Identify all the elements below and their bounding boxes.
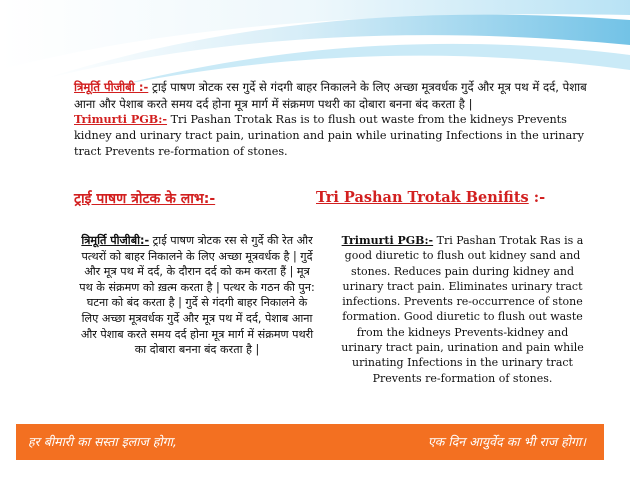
benefits-hindi-column — [78, 233, 316, 358]
footer-slogan-left: हर बीमारी का सस्ता इलाज होगा, — [28, 434, 177, 449]
benefits-english-label: Trimurti PGB:- — [341, 234, 434, 247]
benefits-heading-row — [74, 189, 614, 215]
benefits-english-text: Tri Pashan Trotak Ras is a good diuretic to flush out kidney sand and stones. Reduces pain during kidney and urinary tract pain. Eliminates urinary tract infections. Prevents re-occurrence of stone formation. Good diuretic to flush out waste from the kidneys Prevents-kidney and urinary tract pain, urination and pain while urinating Infections in the urinary tract Prevents re-formation of stones. — [341, 234, 584, 385]
benefits-hindi-label: त्रिमूर्ति पीजीबी:- — [81, 234, 150, 247]
intro-hindi-text: ट्राई पाषण त्रोटक रस गुर्दे से गंदगी बाहर निकालने के लिए अच्छा मूत्रवर्धक गुर्दे और मूत्र पथ में दर्द, पेशाब आना और पेशाब करते समय दर्द होना मूत्र मार्ग में संक्रमण पथरी का दोबारा बनना बंद करता है | — [74, 80, 587, 111]
intro-section — [74, 79, 604, 159]
footer-banner — [16, 424, 604, 460]
benefits-heading-hindi: ट्राई पाषण त्रोटक के लाभ:- — [74, 191, 216, 207]
intro-english-paragraph — [74, 112, 604, 159]
benefits-heading-english-text: Tri Pashan Trotak Benifits — [316, 189, 529, 206]
intro-english-text: Tri Pashan Trotak Ras is to flush out waste from the kidneys Prevents kidney and urinary tract pain, urination and pain while urinating Infections in the urinary tract Prevents re-formation of stones. — [74, 113, 584, 158]
footer-slogan-right: एक दिन आयुर्वेद का भी राज होगा। — [427, 434, 586, 449]
benefits-hindi-text: ट्राई पाषण त्रोटक रस से गुर्दे की रेत और पत्थरों को बाहर निकालने के लिए अच्छा मूत्रवर्धक है | गुर्दे और मूत्र पथ में दर्द, के दौरान दर्द को कम करता हैं | मूत्र पथ के संक्रमण को ख़त्म करता है | पत्थर के गठन की पुन: घटना को बंद करता है | गुर्दे से गंदगी बाहर निकालने के लिए अच्छा मूत्रवर्धक गुर्दे और मूत्र पथ में दर्द, पेशाब आना और पेशाब करते समय दर्द होना मूत्र मार्ग में संक्रमण पथरी का दोबारा बनना बंद करता है | — [79, 234, 315, 357]
benefits-english-column — [340, 233, 585, 386]
intro-english-label: Trimurti PGB:- — [74, 112, 168, 126]
intro-hindi-paragraph — [74, 79, 604, 112]
benefits-heading-english — [316, 189, 545, 206]
header-swoosh-decoration — [0, 0, 630, 90]
intro-hindi-label: त्रिमूर्ति पीजीबी :- — [74, 80, 149, 94]
benefits-heading-english-suffix: :- — [528, 189, 546, 206]
